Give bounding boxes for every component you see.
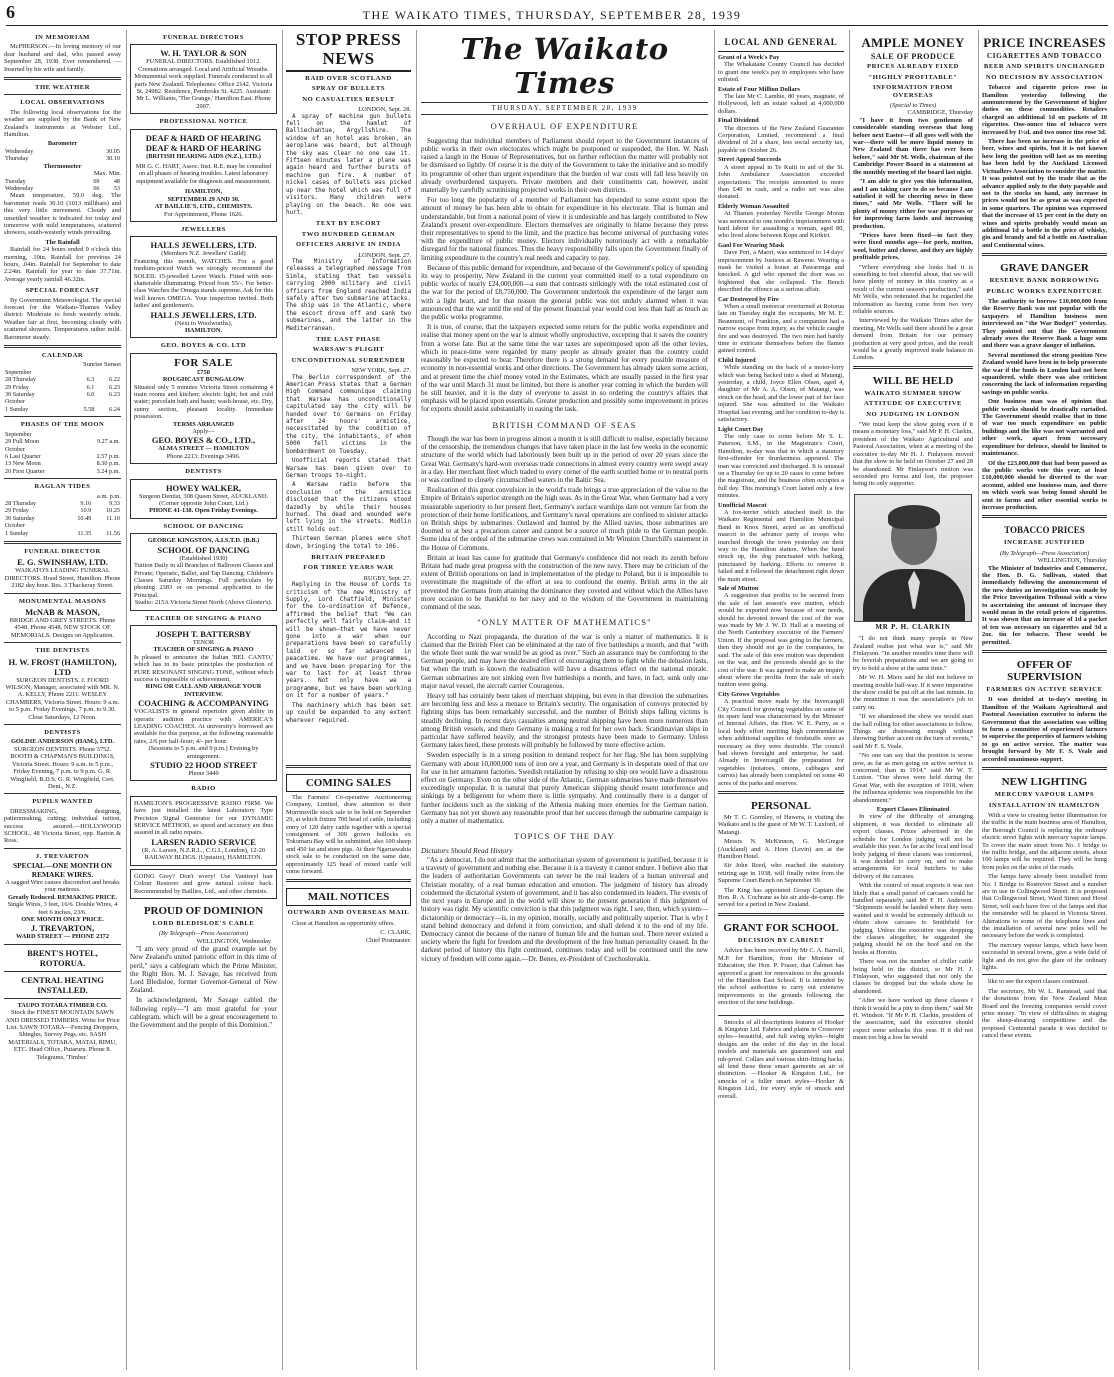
rainfall-label: The Rainfall — [45, 238, 80, 246]
dentists2-title: DENTISTS — [44, 729, 81, 737]
britain-head: BRITAIN PREPARED — [311, 553, 386, 561]
raid-dateline: LONDON, Sept. 28. — [358, 106, 411, 114]
forsale-text: Situated only 5 minutes Victoria Street containing 4 main rooms and kitchen; electric light; hot and cold water; porcelain bath and basin; wash-house, etc. Dry, sunny section, pleasant locality. Immediate possession. — [134, 383, 273, 421]
price-title: PRICE INCREASES — [983, 35, 1106, 50]
grave-p3: One business man was of opinion that public works should be drastically curtailed. The Government should realise that in time of war too much expenditure on public buildings and the like was not warranted and other work, apart from necessary expenditure for defence, should be limited to maintenance. — [982, 398, 1107, 458]
personal-p1: Mr T. C. Gormley, of Hawera, is visiting the Waikato and is the guest of Mr W. T. Luxford, of Matangi. — [718, 814, 844, 836]
central-l1: CENTRAL HEATING — [21, 974, 104, 985]
list-item: Sale of Mutton A suggestion that profits to be secured from the sale of last season's ewe mutton, which would be exported now because of war needs, should be devoted toward the cost of the war was made by Mr J. W. D. Hall at a meeting of the North Canterbury executive of the Farmers' Union. If the proposal was going to the farmers, then they should not go to the companies, he said. The sale of this ewe mutton was dependent on the war, and the proceeds should go to the cost of the war. It was agreed to make an inquiry about where the profits from the sale of such mutton were going. — [718, 585, 844, 689]
coaching-sess: (Sessions to 5 p.m. and 9 p.m.) Evening by arrangement. — [148, 745, 259, 760]
bledisloe-dateline: WELLINGTON, Wednesday — [196, 937, 271, 945]
mail-sub: OUTWARD AND OVERSEAS MAIL — [287, 909, 410, 917]
warsaw-sub2: UNCONDITIONAL SURRENDER — [291, 356, 406, 364]
ed3-title: "ONLY MATTER OF MATHEMATICS" — [477, 617, 652, 628]
apply: Apply— — [192, 428, 215, 436]
battersby-tenor: TENOR — [192, 638, 215, 646]
taupo-firm: TAUPO TOTARA TIMBER CO. — [17, 1001, 108, 1009]
deaf-line-2: DEAF & HARD OF HEARING — [145, 142, 262, 153]
radio-title: RADIO — [191, 785, 216, 793]
escort-sub: TWO HUNDRED GERMAN — [301, 230, 396, 238]
mail-sign1: C. CLARK, — [380, 929, 411, 937]
moon-title: PHASES OF THE MOON — [20, 421, 105, 429]
price-sub2: BEER AND SPIRITS UNCHANGED — [983, 63, 1106, 71]
calendar-table: September 28 Thursday 6.3 6.22 29 Friday 6.1 6.23 30 Saturday 6.0 6.23 October 1 Sunday 5.58 6.24 — [5, 368, 120, 413]
photo-caption: MR P. H. CLARKIN — [875, 622, 951, 631]
box1-sub3: "HIGHLY PROFITABLE" — [868, 73, 958, 81]
held-title: WILL BE HELD — [872, 374, 954, 387]
deaf-at: AT BAILLIE'S, LTD., CHEMISTS. — [154, 203, 253, 211]
forecast-label: SPECIAL FORECAST — [25, 287, 100, 295]
local-obs-title: LOCAL OBSERVATIONS — [20, 99, 105, 107]
warsaw-text-2: Unofficial reports stated that Warsaw has been given over to German troops to-night. — [286, 458, 411, 479]
sup-p1: It was decided at to-day's meeting in Hamilton of the Waikato Agricultural and Pastoral Association executive to inform the Government that the association was willing to form a committee of experienced farmers to supervise the properties of farmers wishing to go on active service. The matter was brought forward by Mr F. S. Veale and accorded unanimous support. — [982, 696, 1107, 763]
box1-p3: "Prices have been fixed—in fact they were fixed months ago—for pork, mutton, wool, butter and cheese, and they are highly profitable prices. — [853, 231, 973, 262]
thermometer-label: Thermometer — [43, 162, 82, 170]
deaf-line-1: DEAF & HARD OF HEARING — [145, 132, 262, 143]
ed1-p1: Suggesting that individual members of Parliament should report to the Government instances of public works in their own electorates which might be postponed or suspended, the Hon. W. Nash raised a laugh in the House of Representatives, but on further reflection the matter will probably not be dismissed so lightly. Of course it is the duty of the Government to take the initiative and so modify its programme of other than urgent expenditure that the burden of war costs will fall less heavily on already overburdened taxpayers. Private members and their constituents can, however, assist materially by carefully scrutinising projected works in their own districts. — [421, 136, 708, 195]
held-sub2: ATTITUDE OF EXECUTIVE — [864, 400, 962, 408]
kingston-est: (Established 1930) — [179, 554, 228, 562]
kingston-firm: GEORGE KINGSTON, A.I.S.T.D. (B.B.) — [147, 537, 260, 545]
howey-firm: HOWEY WALKER, — [165, 482, 242, 493]
sales-text: The Farmers' Co-operative Auctioneering Company, Limited, draw attention to their Morrinsville stock sale to be held on September 29, at which fixture 700 head of cattle, including entry of 120 dairy cattle together with a special consignment of 300 grown bullocks ex Tokomaru Bay will be submitted, also 100 sheep and 450 fat and store pigs. At their Ngaruawahia stock sale to be conducted on the same date, approximately 125 head of mixed cattle will come forward. — [286, 793, 411, 875]
funeral-text: WAIKATO'S LEADING FUNERAL DIRECTORS. Hood Street, Hamilton. Phone 2182 day hour. Res. 3 Thackeray Street. — [4, 567, 121, 590]
held-p4: "If we abandoned the show we would start the ball rolling for other associations to follow. Things are distressing enough without throwing further accent on the turn of events," said Mr F. S. Veale. — [853, 713, 973, 750]
ed1-title: OVERHAUL OF EXPENDITURE — [490, 121, 639, 132]
prof-title: PROFESSIONAL NOTICE — [159, 118, 248, 126]
halls-2-sub: (Next to Woolworths), — [174, 319, 233, 327]
tob-p1: The Minister of Industries and Commerce, the Hon. D. G. Sullivan, stated that immediately following the announcement of the new duties an investigation was made by the Price Investigation Tribunal with a view to ascertaining the amount of increase they would mean in the retail prices of cigarettes. It was shown that an increase of 1d a packet of ten was necessary on cigarettes and 3d a 2oz. tin for tobacco. These would be permitted. — [982, 564, 1107, 646]
brents-l2: ROTORUA. — [39, 957, 86, 968]
box1-sub4: INFORMATION FROM OVERSEAS — [873, 84, 953, 99]
coaching: COACHING & ACCOMPANYING — [138, 698, 269, 709]
extra-p1: like to see the export classes continued. — [988, 978, 1089, 986]
brents-l1: BRENT'S HOTEL, — [27, 947, 98, 958]
tides-table: 28 Thursday 9.16 9.33 29 Friday 10.9 10.25 30 Saturday 10.49 11.10 October 1 Sunday 11.35 11.56 — [5, 499, 120, 537]
held-p9: "After we have worked up these classes I think it would be a pity to drop them," said Mr H. Windsor. "If Mr P. H. Clarkin, president of the association, said the executive should expect some setbacks this year. If it did not mean too big a loss he would — [853, 997, 973, 1042]
barometer-table: Wednesday 30.05 Thursday 30.10 — [5, 147, 120, 163]
price-sub: CIGARETTES AND TOBACCO — [986, 52, 1103, 60]
warsaw-text-4: Thirteen German planes were shot down, bringing the total to 106. — [286, 536, 411, 550]
price-p2: There has been no increase in the price of beer, wines and spirits, but it is not known how long the position will last as no meeting has been held by the Auckland Licensed Victuallers Association to consider the matter. It was pointed out by the trade that as the advance applied only to the duty payable and not to the stocks on hand, any increase in prices would not be as great as was expected in some quarters. The opinion was expressed that the increase of 15 per cent in the duty on wines and spirits probably would mean an additional 1d a bottle in the price of whisky, gin and brandy and 6d a bottle on Australian and Continental wines. — [982, 138, 1107, 249]
kingston-text: Tuition Daily in all Branches of Ballroom Classes and Private; Operatic, Ballet, and Tap Dancing. Children's Classes Saturday Mornings. Full particulars by phoning 2383 or on personal application to the Principal. — [134, 562, 273, 599]
box1-p4: "Where everything else looks bad it is something to feel cheerful about, that we will have plenty of money in this country as a result of the current season's production," said Mr Wells, who reiterated that he regarded the information as having come from two very reliable sources. — [853, 263, 973, 315]
grave-title: GRAVE DANGER — [1000, 262, 1089, 275]
radio-text: HAMILTON'S PROGRESSIVE RADIO FIRM. We have just installed the latest Laboratory Type Precision Signal Generator for our DYNAMIC SERVICE METHOD, so speed and accuracy are thus assured in all radio repairs. — [134, 799, 273, 837]
ed4-title: TOPICS OF THE DAY — [514, 831, 615, 842]
personal-p4: The King has appointed Group Captain the Hon. R. A. Cochrane as his air aide-de-camp. He served for a period in New Zealand. — [718, 886, 844, 909]
list-item: Light Court Day The only case to come before Mr S. L. Paterson, S.M., in the Magistrate's Court, Hamilton, to-day was that in which a statutory first-offender for drunkenness appeared. The man was convicted and discharged. It is unusual on a Thursday for up to 20 cases to come before the magistrate, and the business often occupies a full day. This morning's Court lasted only a few minutes. — [718, 425, 844, 500]
mail-title: MAIL NOTICES — [286, 888, 411, 906]
local-general-title: LOCAL AND GENERAL — [718, 36, 844, 52]
barometer-label: Barometer — [47, 140, 78, 148]
deaf-dates: SEPTEMBER 29 AND 30. — [167, 195, 240, 203]
grave-p2: Several mentioned the strong position New Zealand would have been in to help prosecute the war if the funds in London had not been squandered, while there was also criticism concerning the lack of information regarding savings on public works. — [982, 351, 1107, 396]
local-general-list — [718, 54, 844, 787]
studio-phone: Phone 3449 — [188, 770, 219, 778]
column-6 — [849, 30, 976, 1370]
ed4-sub: Dictators Should Read History — [421, 845, 513, 855]
warsaw-head: THE LAST PHASE — [316, 336, 381, 343]
britain-text: Replying in the House of Lords to criticism of the new Ministry of Supply, Lord Chatfield, Minister for the Co-ordination of Defence, affirmed the belief that "We can perfectly well fairly claim—and it will be shown—that we have never gone into a war when our preparations have been so carefully laid or so far advanced in peacetime. We have our programmes, and we have been preparing for the war to last for at least three years. Not only have we a programme, but we have been working on it for a number of years." — [286, 582, 411, 700]
battersby-teacher: TEACHER OF SINGING & PIANO — [153, 646, 254, 654]
warsaw-dateline: NEW YORK, Sept. 27. — [351, 367, 411, 375]
howey-phone: PHONE 41-138. Open Friday Evenings. — [149, 507, 258, 515]
column-2 — [126, 30, 280, 1370]
weather-title: THE WEATHER — [35, 84, 90, 92]
battersby-text: Is pleased to announce the Italian 'BEL CANTO,' which has in its basic principles the production of PURE RESONANT SINGING TONE, without which success is impossible of achievement. — [134, 653, 273, 683]
trevarton-name: J. TREVARTON, — [30, 923, 95, 934]
ed1-p2: For too long the popularity of a member of Parliament has depended to some extent upon the amount of money he has been able to obtain for expenditure in his electorate. That is human and understandable, but from a national point of view it is undesirable and has largely contributed to New Zealand's present over-expenditure. Electors themselves are originally to blame because they press their representatives to spend to the limit, and the practice has become universal of purchasing votes with the expenditure of public money. Electors individually notoriously act with a remarkable disregard for the national finances. Thus the heavy responsibility falls upon the Government finally of limiting expenditure to the country's real needs and capacity to pay. — [421, 196, 708, 262]
bledisloe-p1: "I am very proud of the grand example set by New Zealand's united patriotic effort in this time of peril," says a cablegram which the Prime Minister, the Right Hon. M. J. Savage, has received from Lord Bledisloe, former Governor-General of New Zealand. — [130, 945, 277, 995]
goldie-text: SURGEON DENTISTS. Phone 3752. BOOTH & CHAPMAN'S BUILDINGS, Victoria Street. Hours: 9 a.m. to 5 p.m., Friday Evening, 7 p.m. to 9 p.m. G. R. Wingfield, B.D.S. G. R. Wingfield, Cert. Dent., N.Z. — [10, 745, 115, 790]
forsale: FOR SALE — [174, 356, 233, 369]
editorial-dateline: THURSDAY, SEPTEMBER 28, 1939 — [421, 102, 708, 115]
box1-p5: Interviewed by the Waikato Times after the meeting, Mr Wells said there should be a great demand from Britain for our primary production at very good prices, and the result would be a greatly improved trade balance in London. — [853, 317, 973, 362]
mail-text: Close at Hamilton as opportunity offers. — [292, 919, 395, 927]
held-p7: With the control of meat exports it was not likely that a small parcel of carcases could be handled separately, said Mr F. H. Anderson. "Shipments would be landed where they were wanted and it would be extremely difficult to obtain show carcases to Smithfield for judging. Unless the executive was dropping the classes altogether, he suggested the judging should be on the hoof and on the hooks at Horotiu. — [853, 882, 973, 956]
escort-head: TEXT BY ESCORT — [315, 220, 382, 228]
forsale-head: ROUGHCAST BUNGALOW — [162, 376, 245, 384]
held-p6: In view of the difficulty of arranging shipment, it was decided to eliminate all export classes. Prizes advertised in the schedule for London judging will not be available this year. As far as the local and local body judging of these classes was concerned, it was decided to carry on, and to make arrangements for local butchers to take delivery of the carcases. — [853, 813, 973, 880]
sup-sub: FARMERS ON ACTIVE SERVICE — [986, 686, 1103, 694]
price-sub3: NO DECISION BY ASSOCIATION — [985, 73, 1104, 81]
held-p5: "No one can say that the position is worse now, as far as men going on active service is concerned, than in 1914," said Mr W. T. Luxton. "Our shows were held during the Great War, with the exception of 1918, when the influenza epidemic was responsible for the abandonment." — [853, 752, 973, 804]
local-obs-text: The following local observations for the weather are supplied by the Bank of New Zealand's instruments at Webster Ltd., Hamilton. — [4, 108, 121, 139]
box1-sub2: PRICES ALREADY FIXED — [867, 63, 959, 71]
ed2-p3: Britain at least has cause for gratitude that Germany's confidence did not reach its zenith before Britain had made great progress with the construction of the new navy. There may be criticism of the extent of British operations on land in implementation of the pledge to Poland, but it is impossible to overestimate the magnitude of the effort at sea to confound the enemy. British arms in the air prevented the Germans from attaining the dominance they coveted and without which the Allies have more occasion to be thankful to her navy and to the wisdom of the Government in maintaining command of the seas. — [421, 553, 708, 611]
halls-1: HALLS JEWELLERS, LTD. — [150, 240, 257, 251]
list-item: Estate of Four Million Dollars The late Mr C. Lambie, 80 years, magnate, of Hollywood, left an estate valued at 4,000,000 dollars. — [718, 85, 844, 115]
tob-sub: INCREASE JUSTIFIED — [1004, 539, 1085, 547]
dentist-firm: H. W. FROST (HAMILTON), LTD — [8, 656, 117, 677]
jewel-title: JEWELLERS — [181, 225, 226, 233]
larsen-text: (R. A. Larsen, N.Z.R.L., C.G.I., London), 12-20 RAILWAY BLDGS. (Upstairs), HAMILTON. — [141, 846, 265, 862]
dancing-title: SCHOOL OF DANCING — [163, 522, 244, 530]
list-item: Gaol For Wearing Mask Dave Peri, a Maori, was sentenced to 14 days' imprisonment by Justices at Rawene. Wearing a mask he visited a house at Pawarenga and knocked. A girl who opened the door was so frightened that she collapsed. The Bench described the offence as a serious affair. — [718, 241, 844, 294]
box1-sub: SALE OF PRODUCE — [870, 52, 956, 61]
dentists-title: THE DENTISTS — [35, 647, 90, 655]
forecast-text: By Government Meteorologist. The special forecast for the Waikato-Thames Valley district: Moderate to fresh westerly winds. Weather fair at first, becoming cloudy with scattered showers. Temperatures rather mild. Barometer steady. — [4, 296, 121, 341]
trevarton-addr: WARD STREET — PHONE 2372 — [16, 933, 109, 941]
studio: STUDIO 22 HOOD STREET — [150, 760, 257, 771]
britain-sub: FOR THREE YEARS WAR — [303, 564, 394, 572]
rainfall-text: Rainfall for 24 hours ended 9 o'clock this morning, .10in. Rainfall for previous 24 hours, .04in. Rainfall for September to date 2.24in. Rainfall for year to date 37.71in. Average yearly rainfall 46.32in. — [4, 246, 121, 283]
column-7 — [978, 30, 1110, 1370]
larsen-firm: LARSEN RADIO SERVICE — [151, 836, 256, 847]
list-item: Unofficial Mascot A fox-terrier which attached itself to the Waikato Regimental and Hamilton Municipal Band in Knox Street, acted as an unofficial mascot to the advance party of troops who marched through the town yesterday on their way to the Hamilton station. When the band struck up, the dog punctuated with barking, punctuated by barking. Efforts to remove it failed and it followed the detachment right down the main street. — [718, 501, 844, 583]
funeral-directors-title: FUNERAL DIRECTORS — [163, 34, 244, 41]
deaf-line-3: (BRITISH HEARING AIDS (N.Z.), LTD.) — [146, 152, 261, 160]
grave-p1: The authority to borrow £10,000,000 from the Reserve Bank was not popular with the taxpayers of Hamilton business men interviewed on "the War Budget" yesterday. They pointed out that the Government already owes the Reserve Bank a huge sum and there was a grave danger of inflation. — [982, 297, 1107, 350]
box1-title: AMPLE MONEY — [861, 35, 965, 50]
britain-dateline: RUGBY, Sept. 27. — [363, 574, 411, 582]
calendar-cols: Sunrise Sunset — [83, 361, 121, 369]
column-1 — [4, 30, 124, 1370]
list-item: City Grows Vegetables A practical move made by the Invercargill City Council for growing vegetables on some of its spare land was characterised by the Minister of Internal Affairs, the Hon. W. E. Parry, as a local body effort meriting high commendation when additional supplies of foodstuffs were as necessary as they were desirable. The council had shown foresight and enterprise, he said. Already in Invercargill the preparation for vegetables (potatoes, onions, cabbages and carrots) has already been completed on some 40 acres of the parks and reserves. — [718, 690, 844, 787]
bledisloe-credit: (By Telegraph—Press Association) — [158, 930, 249, 938]
clarkin-photo — [854, 494, 972, 622]
going-text: GOING Grey? Don't worry! Use Vanitreyl hair Colour Restorer and grow natural colour back. Recommended by Baillies, Ltd., and other chemists. — [134, 872, 273, 895]
dentists-title-2: DENTISTS — [185, 468, 222, 476]
held-sub3: NO JUDGING IN LONDON — [866, 410, 960, 418]
list-item: Street Appeal Succeeds A street appeal in Te Kuiti in aid of the St. John Ambulance Association exceeded expectations. The receipts amounted to more than £40 in cash, and a radio set was also donated. — [718, 156, 844, 201]
thermo-text: Mean temperature, 59.0 deg. The barometer reads 30.10 (1013 millibars) and this very little movement. Cloudy and unsettled weather is indicated for today and tomorrow with mild temperatures, scattered showers, south-westerly winds prevailing. — [4, 192, 121, 237]
warsaw-sub: WARSAW'S PLIGHT — [312, 346, 385, 354]
calendar-title: CALENDAR — [41, 352, 84, 360]
central-l2: INSTALLED. — [37, 984, 88, 995]
box1-p1: "I have it from two gentlemen of considerable standing overseas that long before next Easter—if all goes well with the war—there will be more liquid money in New Zealand than there has ever been before," said Mr M. Wells, chairman of the Cambridge Power Board in a statement at the monthly meeting of the board last night. — [853, 116, 973, 176]
trevarton-l4: Single Wires, 3 feet, 16/6. Double Wires, 4 feet 6 inches, 23/6. — [7, 901, 118, 916]
warsaw-text: The Berlin correspondent of the American Press states that a German High Command communique claiming that Warsaw has unconditionally capitulated say the city will be handed over to Germans on Friday after 24 hours' armistice, necessitated by the condition of the city, the inhabitants, of whom 5000 fell victims in the bombardment on Tuesday. — [286, 374, 411, 455]
held-p8: There was not the number of chiller cattle being held in the district, so Mr H. J. Finlayson, who suggested that not only the classes be dropped but the whole show be abandoned. — [853, 958, 973, 995]
geo-phone: Phone 2213; Evenings 3496. — [166, 452, 241, 460]
raid-sub2: NO CASUALTIES RESULT — [302, 95, 395, 103]
extra-p2: The secretary, Mr W. L. Ranstead, said that the donations from the New Zealand Meat Board and the freezing companies would cover prize money. "In view of difficulties in staging the sheep-shearing competitions and the proposed Centennial parade it was decided to cancel these events. — [982, 987, 1107, 1040]
raid-text: A spray of machine gun bullets fell on the hamlet of Balliechantue, Argyllshire. The window of an hotel was broken, an aeroplane was heard, but although the sky was clear no one saw it. Fifteen minutes later a plane was again heard and further bursts of machine gun fire. A number of nickel cases of bullets was picked up near the hotel which was full of visitors. Many children were playing on the beach. No one was hurt. — [286, 113, 411, 216]
held-sub: WAIKATO SUMMER SHOW — [864, 389, 962, 397]
export-head: Export Classes Eliminated — [876, 806, 950, 814]
running-masthead: THE WAIKATO TIMES, THURSDAY, SEPTEMBER 28, 1939 — [362, 8, 742, 22]
light-title: NEW LIGHTING — [1001, 776, 1088, 789]
moon-table: September 29 Full Moon 9.27 a.m. October 6 Last Quarter 2.57 p.m. 13 New Moon 8.30 p.m. 20 First Quarter 3.24 p.m. — [5, 430, 120, 475]
deaf-appt: For Appointment, Phone 1626. — [164, 210, 243, 218]
taupo-text: Stock the FINEST MOUNTAIN SAWN AND DRESSED TIMBERS. Write for Price List. SAWN TOTARA—Fencing Droppers, Shingles, Survey Pegs, etc. SASH MATERIALS, TOTARA, MATAI, RIMU, ETC. Head Office, Putaruru. Phone 8. Telegrams, 'Timber.' — [5, 1009, 120, 1061]
tob-credit: (By Telegraph—Press Association) — [999, 549, 1090, 557]
funeral-title: FUNERAL DIRECTOR — [24, 547, 101, 555]
britain-text-2: The machinery which has been set up could be expanded to any extent wherever required. — [286, 702, 411, 724]
geo-firm: GEO. BOYES & CO., LTD., — [151, 435, 256, 446]
singing-title: TEACHER OF SINGING & PIANO — [145, 614, 262, 622]
trevarton-l2: A sagged Wire causes discomfort and breaks your mattress. — [5, 878, 120, 894]
grave-sub2: PUBLIC WORKS EXPENDITURE — [986, 287, 1103, 295]
list-item: Grant of a Week's Pay The Whakatane County Council has decided to grant one week's pay to employees who have enlisted. — [718, 54, 844, 84]
halls-text: Featuring this month, WATCHES. For a good medium-priced Watch we strongly recommend the SOLEIL 15-jewelled Lever Watch. Fitted with non-shatterable illuminating. Priced from 55/-. For better-class Watches the Omega stands supreme. Ask for this well known OMEGA. Your inspection invited. Both ladies' and gentlemen's. — [134, 257, 273, 310]
light-p2: The lamps have already been installed from No. 1 Bridge to Rostrevor Street and a number are in use in Collingwood Street. It is proposed that Collingwood Street, Ward Street and Hood Street, will each have five of the lamps and that the remainder will be placed in Victoria Street. Alterations to some of the telephone lines and the installation of several new poles will be necessary before the work is completed. — [982, 873, 1107, 940]
ed2-p2: Realisation of this great convulsion in the world's trade brings a true appreciation of the value to the Empire of Britain's superior strength on the high seas. As in the Great War, when Germany had a very measurable superiority to her present fleet, Germany's surface warships dare not venture far from the protection of their home fortifications, and Germany's naval operations are confined to sinister attacks on British ships by submarines. Outlawed and hunted by the Allied navies, those submarines are doomed to at best a precarious career and cannot be a source of much pride to the German people. Some idea of the ordeal of the submarine crews was contained in Mr Winston Churchill's statement in the House of Commons. — [421, 486, 708, 552]
battersby-firm: JOSEPH T. BATTERSBY — [155, 628, 252, 639]
dentist-text: SURGEON DENTISTS. J. FOORD WILSON, Manager, associated with MR. N. A. KELLY, Phone 2211. WESLEY CHAMBERS, Victoria Street. Hours: 9 a.m. to 5 p.m. Friday Evenings, 7 p.m. to 9.30. Close Saturdays, 12 Noon. — [5, 676, 120, 721]
trevarton-l1: SPECIAL—ONE MONTH ON REMAKE WIRES. — [13, 861, 112, 879]
monumental-text: BRIDGE AND GREY STREETS. Phone 4548. Phone 4548. NEW STOCK OF MEMORIALS. Designs on Application. — [9, 617, 116, 639]
ed3-p1: According to Nazi propaganda, the duration of the war is only a matter of mathematics. It is claimed that the British Fleet can be eliminated at the rate of five battleships a month, and that "with the whole fleet sunk the war would be as good as over." Such an assurance may be comforting to the German people, and may have the desired effect of encouraging them to fight while the delusion lasts, but when the truth is known the realisation will have a disastrous effect on the national morale. German submarines are not sinking even five battleships a month, and have, in fact, sunk only one major naval vessel, the aircraft carrier Courageous. — [421, 632, 708, 690]
ed2-p1: Though the war has been in progress almost a month it is still difficult to realise, especially because of the censorship, the tremendous changes that have taken place in the last few weeks in the economic structure of the world which had laboriously been built up in the period of over 20 years since the Great War. Germany's hard-won overseas trade connections in almost every country were swept away in a day. Her merchant fleet which traded to every corner of the earth scuttled home or to neutral ports or was confined to closely circumscribed waters in the Baltic Sea. — [421, 434, 708, 484]
ed1-p3: Because of this public demand for expenditure, and because of the Government's policy of spending its way to prosperity, New Zealand in the current year committed itself to a total expenditure on public works of nearly £24,000,000—a sum that contrasts strikingly with the total estimated cost of the war for the period of £8,750,000. The Government undertook the expenditure of the larger sum with a light heart, and for that reason the general public was not unduly alarmed when it was announced that the war until the end of the present financial year would cost less than half as much as the public works programme. — [421, 263, 708, 322]
bledisloe-title: LORD BLEDISLOE'S CABLE — [152, 919, 255, 927]
taylor-text: FUNERAL DIRECTORS. Established 1912. Cremations arranged. Local and Artificial Wreaths. Monumental work supplied. Funerals conducted to all parts New Zealand. Telephones: Office 2142. Victoria St. 24982. Residence, Pembroke St. 4225. Assistant: Mr L. Williams, 'The Grange,' Hamilton East. Phone 2907. — [134, 58, 273, 110]
battersby-ring: RING OR CALL AND ARRANGE YOUR INTERVIEW. — [145, 683, 262, 698]
price-p1: Tobacco and cigarette prices rose in Hamilton yesterday following the announcement by the Government of higher duties on these commodities. Retailers charged an additional 1d on packets of 10 cigarettes. One-ounce tins of tobacco were increased by 1½d, and two ounce tins rose 3d. — [982, 84, 1107, 136]
sup-title: OFFER OF SUPERVISION — [1007, 659, 1082, 684]
grave-sub: RESERVE BANK BORROWING — [989, 277, 1100, 285]
ed3-p3: Sweden especially is in a strong position to demand respect for her flag. She has been supplying Germany with about 10,000,000 tons of iron ore a year, and Germany is in desperate need of that ore for use in her armament factories. Swedish retaliation by refusing to ship ore would have a disastrous effect on Germany. Even on the other side of the Atlantic, German submarines have made themselves exceedingly unpopular. It is natural that purely American shipping should resent interference and sinkings by a belligerent for whom there is little sympathy. And continually there is a danger of further incidents such as the sinking of the Athenia making more enemies for the German nation. Germany has not yet shown any reasonable proof that her success through the submarine campaign is only a matter of mathematics. — [421, 751, 708, 826]
trevarton-l5: ONE MONTH ONLY PRICE. — [21, 916, 104, 923]
escort-text: The Ministry of Information releases a telegraphed message from Simla, stating that two vessels carrying 2000 military and civil officers from England reached India safely after two submarine attacks. The ship was in the Atlantic, where the escort drove off and sank two submarines, and the latter in the Mediterranean. — [286, 258, 411, 332]
held-p3: Mr W. H. Miers said he did not believe in meeting trouble half-way. If it were imperative the show could be put off at the last minute. In the meantime it was the association's job to carry on. — [853, 674, 973, 711]
coming-sales-title: COMING SALES — [286, 774, 411, 792]
trevarton-l3: Greatly Reduced. REMAKING PRICE. — [7, 893, 118, 901]
light-p3: The mercury vapour lamps, which have been successful in several towns, give a wide field of light and do not give the glare of the ordinary lights. — [982, 941, 1107, 972]
halls-1-sub: (Members N.Z. Jewellers' Guild) — [161, 250, 246, 258]
coaching-text: VOCALISTS in general repertoire given ability in operatic audition practice with AMERICA'S LEADING COACHES. At university's borrowed are available for this purpose, at the following reasonable rates, 2/6 per half-hour; 4/- per hour. — [134, 708, 273, 745]
light-sub: MERCURY VAPOUR LAMPS — [994, 791, 1095, 799]
deaf-text: MR G. C. HART, Assoc. Inst. R.E. may be consulted on all phases of hearing troubles. Latest laboratory equipment available for diagnosis and measurement. — [135, 163, 272, 185]
ed4-p1: "As a democrat, I do not admit that the authoritarian system of government is justified, because it is a travesty of government and nothing else. Because it is a travesty it cannot endure. I believe also that the leaders of authoritarian Governments can never be the real leaders of a human universal and Christian morality, of a real human education and emotion. The judgment of history has already condemned the dictatorial system of government, and it has also condemned its leaders. The events of the next years in Europe and in the world will show to the present generation if this judgment of history was right. My scientific conviction is that this judgment was right. I see, then, which system—dictatorship or democracy—is, in my opinion, morally, socially and politically superior. That is why I stand behind democracy and defend it from conviction, and shall defend it to the end of my life. Democracy cannot die because of the nature of human life and the human soul. There never existed a society where the fight for freedom and the development of the free human personality ceased. In the darkest period of history this fight continued, continues today and will be continued until the new victory of freedom will come again.—Dr. Benes, ex-President of Czechoslovakia. — [421, 856, 708, 963]
light-sub2: INSTALLATION IN HAMILTON — [988, 801, 1101, 809]
light-p1: With a view to creating better illumination for the traffic in the main business area of Hamilton, the Borough Council is replacing the ordinary electric street lights with mercury vapour lamps. To cover the main street from No. 1 bridge to the traffic bridge, and the adjacent streets, about 100 lamps will be required. They will be hung from poles on the sides of the roads. — [982, 811, 1107, 871]
memoriam-text: McPHERSON.—In loving memory of our dear husband and dad, who passed away September 28, 1938. Ever remembered. —Inserted by his wife and family. — [4, 43, 121, 73]
held-p2: "I do not think many people in New Zealand realise just what war is," said Mr Finlayson. "In another month's time there will be feverish preparations and we are going to try to hold a show at the same time." — [853, 635, 973, 672]
box1-credit: (Special to Times) — [889, 102, 937, 110]
monumental-title: MONUMENTAL MASONS — [18, 597, 107, 605]
forsale-price: £750 — [197, 368, 210, 376]
pupils-text: DRESSMAKING, designing, patternmaking, cutting; individual tuition, success assured.—HOLLYWOOD SCHOOL, 48 Victoria Street, opp. Barton & Ross. — [4, 807, 121, 845]
tides-cols: a.m. p.m. — [97, 492, 121, 500]
column-3 — [282, 30, 414, 1370]
personal-p3: Sir John Reed, who reached the statutory retiring age in 1938, will finally retire from the Supreme Court Bench on September 30. — [718, 862, 844, 885]
grave-p4: Of the £23,000,000 that had been passed as the public works vote this year, at least £10,000,000 should be diverted to the war account, added one business man, and there on which work was being found should be sent to farms and other essential works to increase production. — [982, 459, 1107, 511]
mail-sign2: Chief Postmaster. — [365, 936, 411, 944]
memoriam-title: IN MEMORIAM — [35, 34, 90, 41]
thermometer-table: Tuesday 69 48 Wednesday 66 53 — [5, 177, 120, 192]
list-item: Final Dividend The directors of the New Zealand Guarantee Corporation, Limited, recommend a final dividend of 2d a share, less social security tax, payable on October 26. — [718, 117, 844, 154]
list-item: Car Destroyed by Fire When a small motorcar overturned at Rotorua late on Tuesday night the occupants, Mr M. E. Beaumont, of Frankton, and a companion had a narrow escape from injury, as the vehicle caught fire and was destroyed. The two men had barely time to extricate themselves before the flames gained control. — [718, 295, 844, 355]
escort-dateline: LONDON, Sept. 27. — [358, 251, 411, 259]
halls-place: HAMILTON. — [184, 326, 223, 334]
box1-dateline: CAMBRIDGE, Thursday — [907, 109, 973, 117]
halls-2: HALLS JEWELLERS, LTD. — [150, 309, 257, 320]
stop-press-title: STOP PRESS NEWS — [286, 30, 411, 72]
goldie-firm: GOLDIE ANDERSON (HAM.), LTD. — [10, 738, 115, 746]
box1-p2: "I am able to give you this information, and I am taking care to do so because I am satisfied it will be cheering news in these times," said Mr Wells. "There will be plenty of money either for war purposes or for improving farm lands and increasing production. — [853, 178, 973, 230]
deaf-place: HAMILTON, — [184, 188, 223, 196]
ed2-title: BRITISH COMMAND OF SEAS — [492, 419, 637, 430]
warsaw-text-3: A Warsaw radio before the conclusion of the armistice disclosed that the citizens stood dazedly by while their houses burned. The dead and wounded were left lying in the streets. Modlin still holds out. — [286, 482, 411, 533]
kingston-studio: Studio: 215A Victoria Street North (Above Gloster's). — [134, 599, 273, 607]
nameplate: The Waikato Times — [460, 32, 669, 100]
tob-title: TOBACCO PRICES — [1004, 525, 1085, 536]
proud-title: PROUD OF DOMINION — [143, 904, 264, 917]
page-header — [6, 4, 1108, 26]
tob-dateline: WELLINGTON, Thursday — [1037, 557, 1107, 565]
howey-text: Surgeon Dentist, 308 Queen Street, AUCKLAND. (Corner opposite John Court, Ltd.) — [138, 492, 269, 508]
page-number: 6 — [6, 2, 16, 22]
personal-p2: Messrs N. McKinnon, G. McGregor (Auckland) and A. Horn (Levin) are at the Hamilton Hotel. — [718, 838, 844, 861]
monumental-firm: McNAB & MASON, — [25, 607, 100, 617]
column-4 — [416, 30, 712, 1370]
held-p1: "We must keep the show going even if it means a monetary loss," said Mr P. H. Clarkin, president of the Waikato Agricultural and Pastoral Association, when at a meeting of the executive to-day Mr H. J. Finlayson moved that the show to be held on October 27 and 28 be abandoned. Mr Finlayson's motion was seconded pro forma and lost, the proposer being its only supporter. — [853, 421, 973, 488]
thermometer-cols: Max. Min. — [93, 170, 121, 178]
personal-title: PERSONAL — [751, 800, 811, 812]
trevarton-title: J. TREVARTON — [35, 852, 90, 860]
geo-addr: ALMA STREET — HAMILTON — [158, 445, 249, 453]
tides-title: RAGLAN TIDES — [34, 483, 91, 491]
ed3-p2: Heavy toll has certainly been taken of merchant shipping, but even in that direction the submarines are becoming less and less a menace to Britain's security. The organisation of convoys protected by fighting ships has been remarkably successful, and the number of British ships falling victims is steadily declining. In recent days casualties among neutral shipping have been more numerous than among British vessels, and there Germany is making a rod for her own back. Scandinavian ships in particular have suffered heavily, and the strongest protests have been made to Germany. Unless Germany takes heed, these protests will probably be followed by more effective action. — [421, 692, 708, 750]
escort-sub2: OFFICERS ARRIVE IN INDIA — [295, 241, 402, 249]
raid-sub: SPRAY OF BULLETS — [311, 85, 386, 93]
bledisloe-p2: In acknowledgment, Mr Savage cabled the following reply—"I am most grateful for your cablegram, which will be a great encouragement to the Government and the people of this Dominion." — [130, 996, 277, 1029]
kingston-sub: SCHOOL OF DANCING — [157, 544, 250, 555]
grant-p1: Advice has been received by Mr C. A. Barrell, M.P. for Hamilton, from the Minister of Education, the Hon. P. Fraser, that Cabinet has approved a grant for renovations to the grounds of the Hamilton East School. It is intended by the school authorities to carry out extensive improvements to the grounds following the erection of the new buildings. — [718, 947, 844, 1007]
column-5 — [714, 30, 847, 1370]
pupils-title: PUPILS WANTED — [32, 798, 93, 806]
list-item: Elderly Woman Assaulted At Thames yesterday Neville George Moran was sentenced to one month's imprisonment with hard labour for assaulting a woman, aged 80, who lived alone between Kopu and Kirikiri. — [718, 202, 844, 240]
list-item: Child Injured While standing on the back of a motor-lorry which was being backed into a shed at Matangi, yesterday, a child, Joyce Ellen Olsen, aged 4, daughter of Mr A. A. Olsen, of Matangi, was struck on the head, and the lower part of her face injured. She was admitted to the Waikato Hospital last evening, and her condition to-day is satisfactory. — [718, 356, 844, 424]
taylor-firm: W. H. TAYLOR & SON — [160, 48, 247, 59]
grant-sub: DECISION BY CABINET — [737, 936, 825, 944]
funeral-firm: E. G. SWINSHAW, LTD. — [17, 557, 108, 568]
ed1-p4: It is true, of course, that the taxpayers expected some return for the public works expenditure and realise that money spent on the war is almost wholly unproductive, excepting that it saves the country from a worse fate. But at the same time the war taxes are superimposed upon all the other levies, which in peace-time were regarded by many people as already greater than the country could reasonably be expected to bear. Therefore there is a strong demand for every possible measure of economy in non-essential works and other directions. The Government has already taken some action, and at present time the chief money voted in the Estimates, which are usually passed in the first year of the war until March 31 must be limited, but there is another year coming in which the burden will be still heavier, and it is the duty of everyone to assist in so ordering the country's affairs that emphasis will be placed upon essentials. Greater production and possibly some improvement in prices for exports should assist substantially in easing the task. — [421, 323, 708, 414]
raid-head: RAID OVER SCOTLAND — [305, 75, 392, 82]
grant-title: GRANT FOR SCHOOL — [723, 921, 839, 934]
geo-title: GEO. BOYES & CO. LTD — [160, 342, 247, 350]
terms: TERMS ARRANGED — [173, 420, 234, 428]
smocks-p: Smocks of all descriptions features of Hooker & Kingston Ltd. Fabrics and plains in Crossover styles—beautiful, and full swing styles—bright designs are the order of the day in the local models and materials are guaranteed sun and tub-proof. Collars and various shirt-fitting backs, all lend these these smart garments an air of distinction. —Hooker & Kingston Ltd., for smocks of a fuller smart styles—Hooker & Kingston Ltd., for every style of smock and overall. — [718, 1018, 844, 1100]
